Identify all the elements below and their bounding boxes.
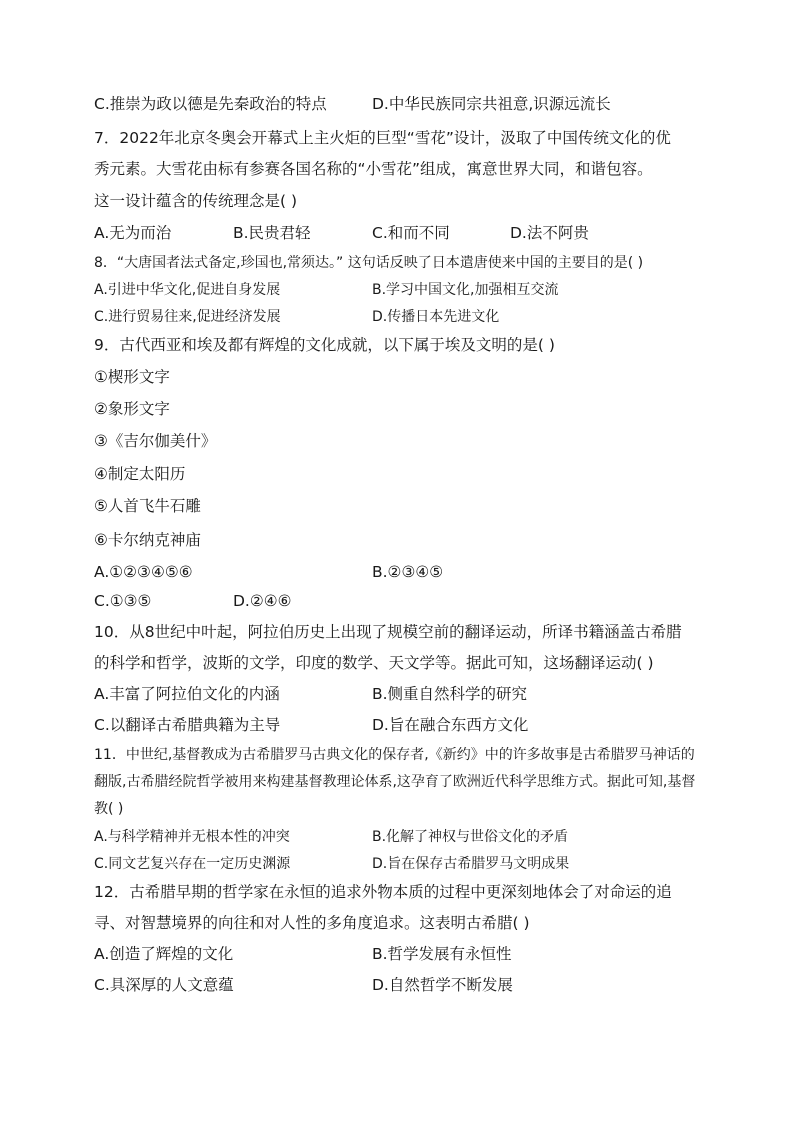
q12-option-d[interactable]: D.自然哲学不断发展: [372, 976, 513, 994]
q6-option-c[interactable]: C.推崇为政以德是先秦政治的特点: [94, 95, 327, 113]
q8-option-a[interactable]: A.引进中华文化,促进自身发展: [94, 282, 281, 298]
q7-option-d[interactable]: D.法不阿贵: [510, 224, 589, 242]
q9-item: ④制定太阳历: [94, 465, 186, 483]
q11-option-d[interactable]: D.旨在保存古希腊罗马文明成果: [372, 856, 570, 872]
q12-stem-line-2: 寻、对智慧境界的向往和对人性的多角度追求。这表明古希腊( ): [94, 914, 530, 932]
q11-option-a[interactable]: A.与科学精神并无根本性的冲突: [94, 829, 290, 845]
q9-stem-line-1: 9．古代西亚和埃及都有辉煌的文化成就，以下属于埃及文明的是( ): [94, 336, 555, 354]
q10-stem-line-1: 10．从8世纪中叶起，阿拉伯历史上出现了规模空前的翻译运动，所译书籍涵盖古希腊: [94, 623, 682, 641]
q8-option-c[interactable]: C.进行贸易往来,促进经济发展: [94, 309, 281, 325]
q11-stem-line-3: 教( ): [94, 801, 124, 817]
q8-option-b[interactable]: B.学习中国文化,加强相互交流: [372, 282, 559, 298]
q8-stem-line-1: 8．“大唐国者法式备定,珍国也,常须达。” 这句话反映了日本遣唐使来中国的主要目的是( ): [94, 255, 644, 271]
q10-option-c[interactable]: C.以翻译古希腊典籍为主导: [94, 716, 281, 734]
q6-option-d[interactable]: D.中华民族同宗共祖意,识源远流长: [372, 95, 611, 113]
q9-option-c[interactable]: C.①③⑤: [94, 592, 152, 610]
q12-stem-line-1: 12．古希腊早期的哲学家在永恒的追求外物本质的过程中更深刻地体会了对命运的追: [94, 883, 672, 901]
q11-option-b[interactable]: B.化解了神权与世俗文化的矛盾: [372, 829, 569, 845]
q9-item: ②象形文字: [94, 400, 170, 418]
q7-option-c[interactable]: C.和而不同: [372, 224, 450, 242]
q9-item: ⑥卡尔纳克神庙: [94, 531, 201, 549]
q9-option-d[interactable]: D.②④⑥: [233, 592, 292, 610]
q9-option-b[interactable]: B.②③④⑤: [372, 563, 444, 581]
q7-stem-line-2: 秀元素。大雪花由标有参赛各国名称的“小雪花”组成，寓意世界大同，和谐包容。: [94, 160, 653, 178]
q9-item: ③《吉尔伽美什》: [94, 432, 217, 450]
q7-stem-line-1: 7．2022年北京冬奥会开幕式上主火炬的巨型“雪花”设计，汲取了中国传统文化的优: [94, 129, 671, 147]
q9-item: ⑤人首飞牛石雕: [94, 497, 201, 515]
q12-option-a[interactable]: A.创造了辉煌的文化: [94, 945, 234, 963]
q7-option-a[interactable]: A.无为而治: [94, 224, 172, 242]
q10-option-a[interactable]: A.丰富了阿拉伯文化的内涵: [94, 685, 280, 703]
q12-option-b[interactable]: B.哲学发展有永恒性: [372, 945, 512, 963]
q10-stem-line-2: 的科学和哲学，波斯的文学，印度的数学、天文学等。据此可知，这场翻译运动( ): [94, 654, 654, 672]
q11-stem-line-2: 翻版,古希腊经院哲学被用来构建基督教理论体系,这孕育了欧洲近代科学思维方式。据此可知,基督: [94, 774, 696, 790]
q9-option-a[interactable]: A.①②③④⑤⑥: [94, 563, 193, 581]
q9-item: ①楔形文字: [94, 368, 170, 386]
q10-option-d[interactable]: D.旨在融合东西方文化: [372, 716, 529, 734]
q12-option-c[interactable]: C.具深厚的人文意蕴: [94, 976, 234, 994]
q11-stem-line-1: 11．中世纪,基督教成为古希腊罗马古典文化的保存者,《新约》中的许多故事是古希腊罗马神话的: [94, 747, 695, 763]
q7-stem-line-3: 这一设计蕴含的传统理念是( ): [94, 192, 298, 210]
q10-option-b[interactable]: B.侧重自然科学的研究: [372, 685, 528, 703]
q8-option-d[interactable]: D.传播日本先进文化: [372, 309, 500, 325]
q11-option-c[interactable]: C.同文艺复兴存在一定历史渊源: [94, 856, 291, 872]
q7-option-b[interactable]: B.民贵君轻: [233, 224, 311, 242]
